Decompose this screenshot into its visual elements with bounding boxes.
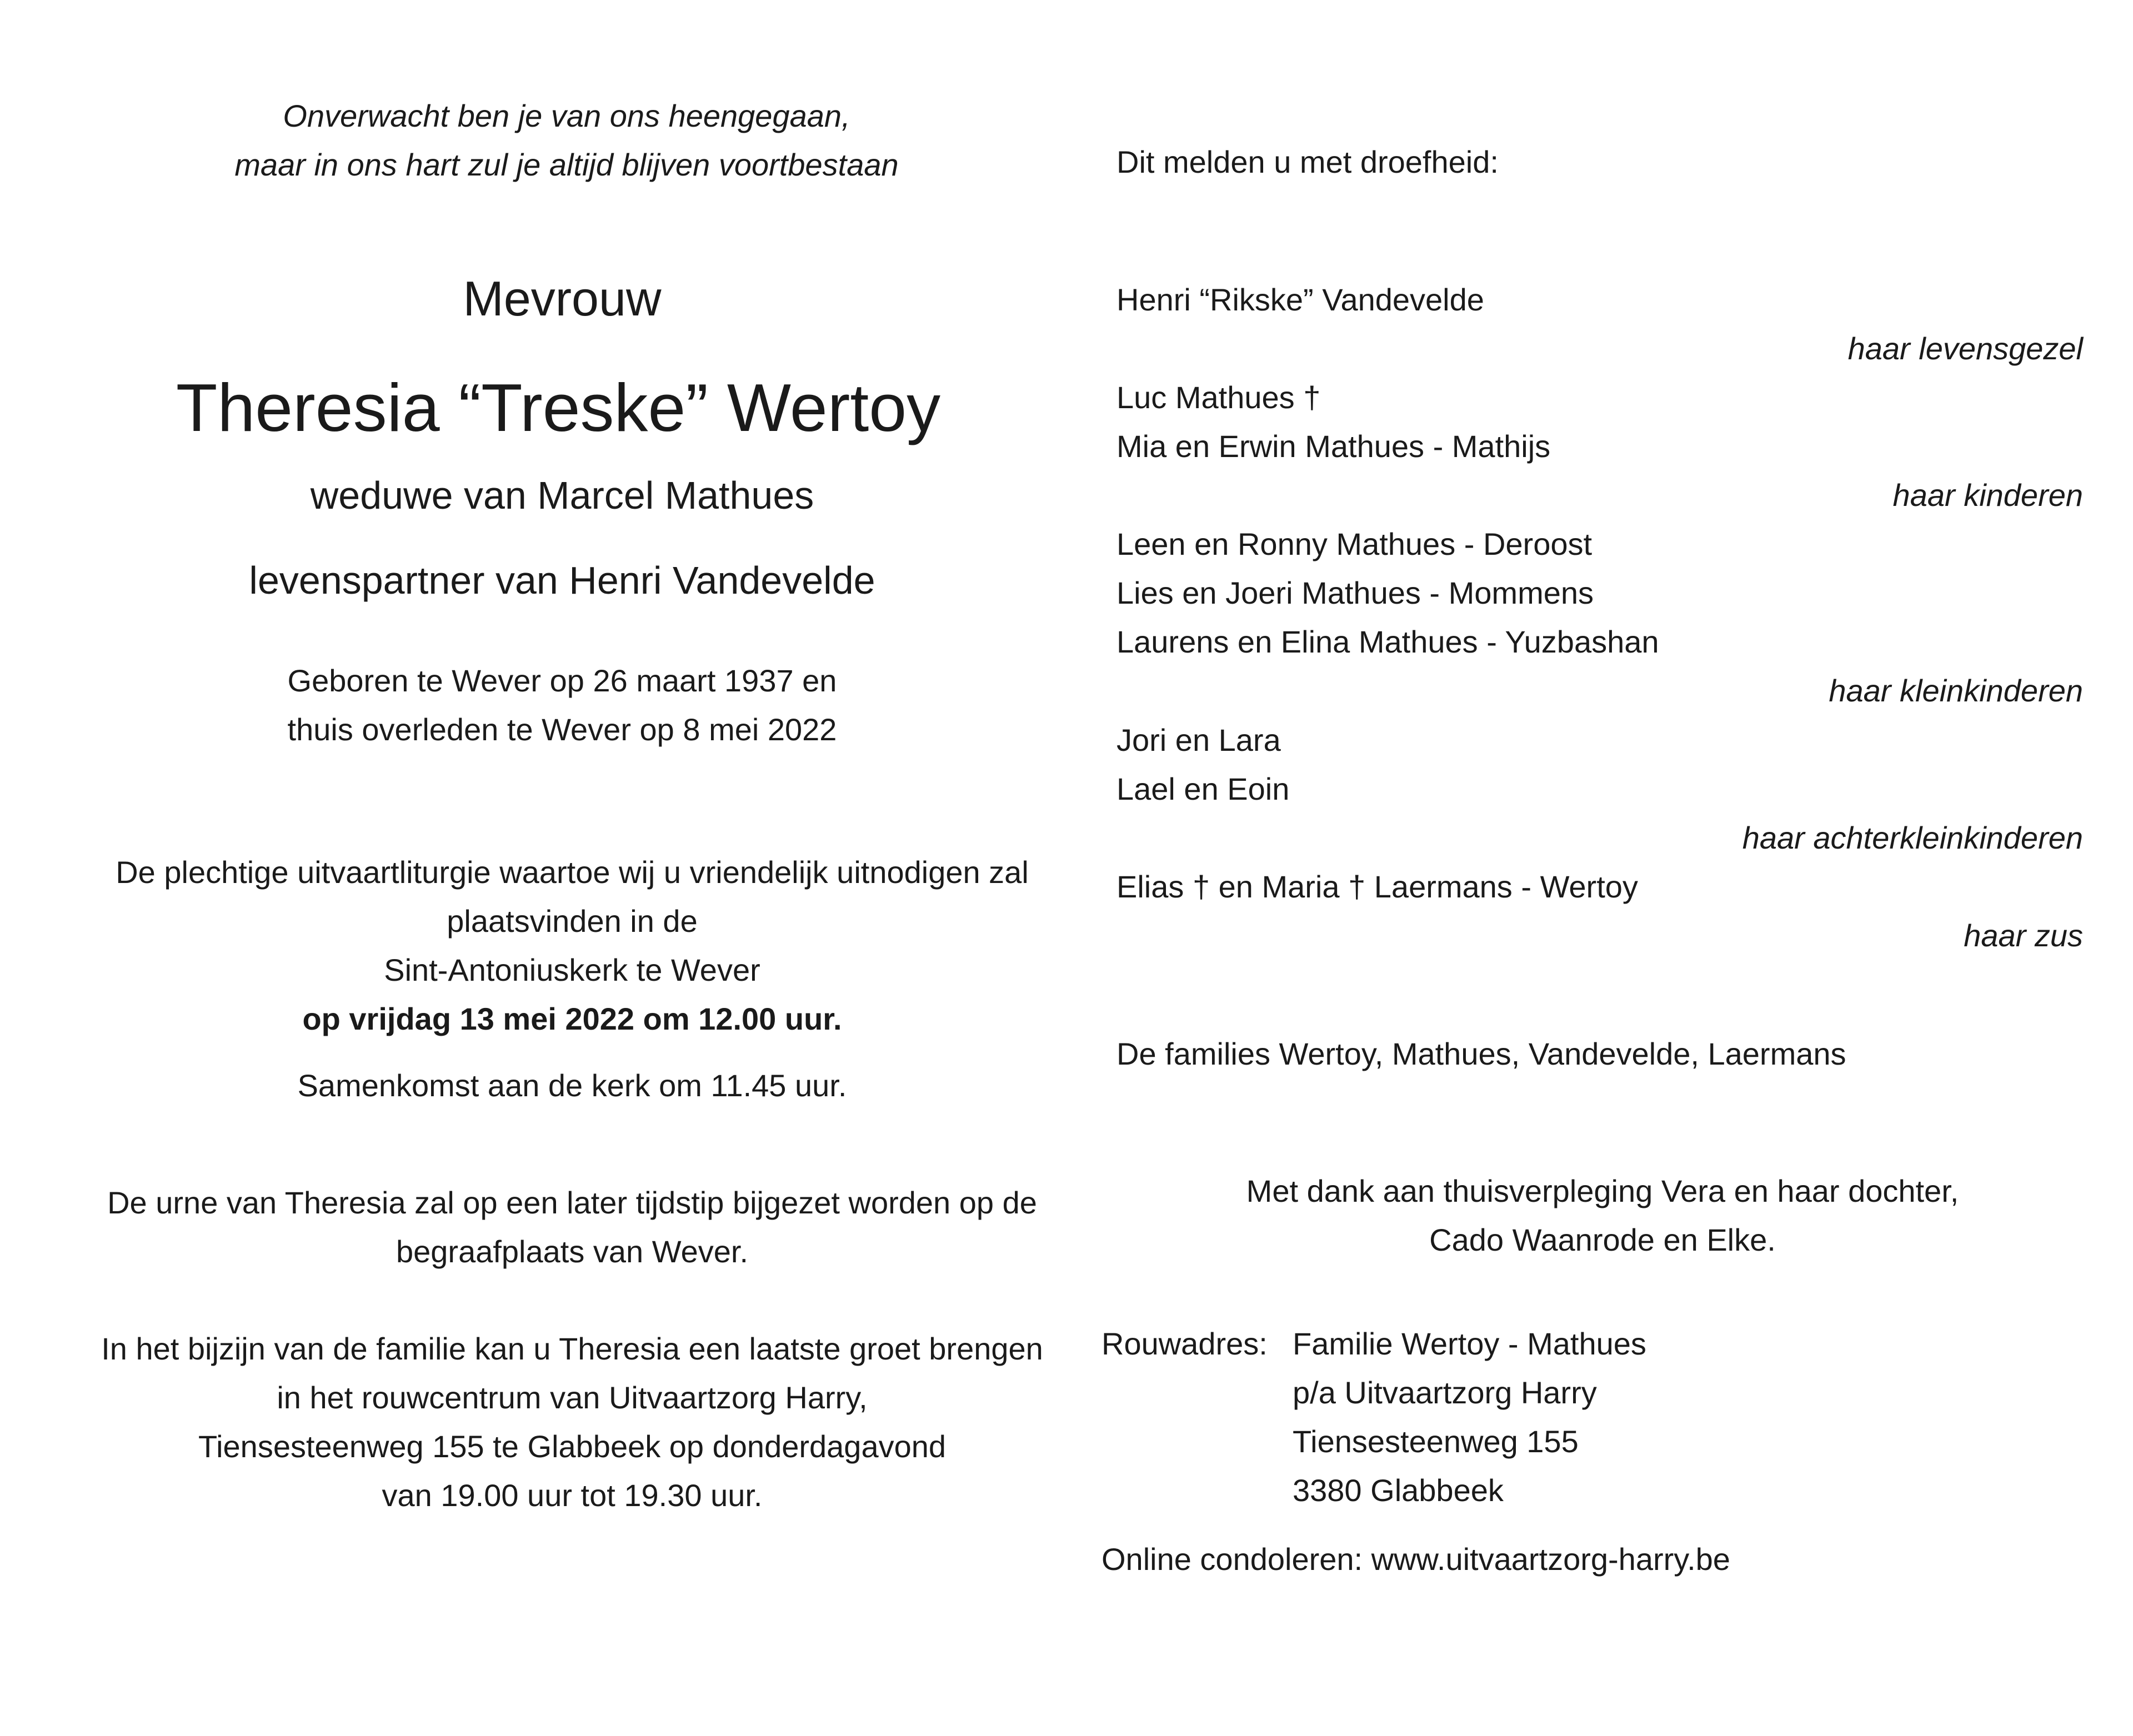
relation-label: haar kinderen	[1892, 478, 2083, 513]
liturgy-line-2: plaatsvinden in de	[447, 904, 698, 939]
urn-line-2: begraafplaats van Wever.	[395, 1234, 749, 1269]
urn-line-1: De urne van Theresia zal op een later tijdstip bijgezet worden op de	[107, 1185, 1037, 1220]
visit-line-4: van 19.00 uur tot 19.30 uur.	[382, 1478, 763, 1513]
address-line: Tiensesteenweg 155	[1293, 1424, 1579, 1459]
address-line: Familie Wertoy - Mathues	[1293, 1326, 1646, 1361]
address-line: 3380 Glabbeek	[1293, 1473, 1504, 1508]
relation-label: haar achterkleinkinderen	[1742, 820, 2083, 855]
widow-of: weduwe van Marcel Mathues	[310, 474, 814, 517]
liturgy-datetime: op vrijdag 13 mei 2022 om 12.00 uur.	[302, 1001, 842, 1036]
liturgy-church: Sint-Antoniuskerk te Wever	[384, 952, 760, 987]
family-member: Henri “Rikske” Vandevelde	[1116, 282, 1484, 317]
relation-label: haar levensgezel	[1847, 331, 2083, 366]
family-member: Elias † en Maria † Laermans - Wertoy	[1116, 869, 1638, 904]
visit-line-2: in het rouwcentrum van Uitvaartzorg Harry,	[277, 1380, 868, 1415]
poem-line-2: maar in ons hart zul je altijd blijven voortbestaan	[234, 147, 899, 182]
partner-of: levenspartner van Henri Vandevelde	[249, 559, 875, 602]
thanks-line-2: Cado Waanrode en Elke.	[1429, 1222, 1776, 1257]
liturgy-line-1: De plechtige uitvaartliturgie waartoe wij u vriendelijk uitnodigen zal	[116, 855, 1029, 890]
family-member: Leen en Ronny Mathues - Deroost	[1116, 526, 1593, 561]
visit-line-1: In het bijzijn van de familie kan u Theresia een laatste groet brengen	[101, 1331, 1043, 1366]
death-line: thuis overleden te Wever op 8 mei 2022	[287, 712, 837, 747]
relation-label: haar zus	[1964, 918, 2083, 953]
thanks-line-1: Met dank aan thuisverpleging Vera en haar dochter,	[1246, 1173, 1959, 1208]
announcement-intro: Dit melden u met droefheid:	[1116, 144, 1499, 179]
gathering-time: Samenkomst aan de kerk om 11.45 uur.	[297, 1068, 847, 1103]
family-member: Mia en Erwin Mathues - Mathijs	[1116, 429, 1551, 464]
address-line: p/a Uitvaartzorg Harry	[1293, 1375, 1597, 1410]
family-member: Laurens en Elina Mathues - Yuzbashan	[1116, 624, 1659, 659]
address-label: Rouwadres:	[1101, 1326, 1268, 1361]
relation-label: haar kleinkinderen	[1829, 673, 2083, 708]
families-line: De families Wertoy, Mathues, Vandevelde, Laermans	[1116, 1036, 1846, 1071]
online-condolence: Online condoleren: www.uitvaartzorg-harry.be	[1101, 1542, 1730, 1577]
poem-line-1: Onverwacht ben je van ons heengegaan,	[283, 98, 850, 133]
family-member: Lael en Eoin	[1116, 771, 1290, 806]
visit-line-3: Tiensesteenweg 155 te Glabbeek op donderdagavond	[198, 1429, 947, 1464]
family-member: Jori en Lara	[1116, 723, 1281, 757]
family-member: Lies en Joeri Mathues - Mommens	[1116, 575, 1594, 610]
family-member: Luc Mathues †	[1116, 380, 1321, 415]
birth-line: Geboren te Wever op 26 maart 1937 en	[287, 663, 837, 698]
deceased-title: Mevrouw	[463, 271, 662, 326]
deceased-name: Theresia “Treske” Wertoy	[176, 370, 941, 445]
